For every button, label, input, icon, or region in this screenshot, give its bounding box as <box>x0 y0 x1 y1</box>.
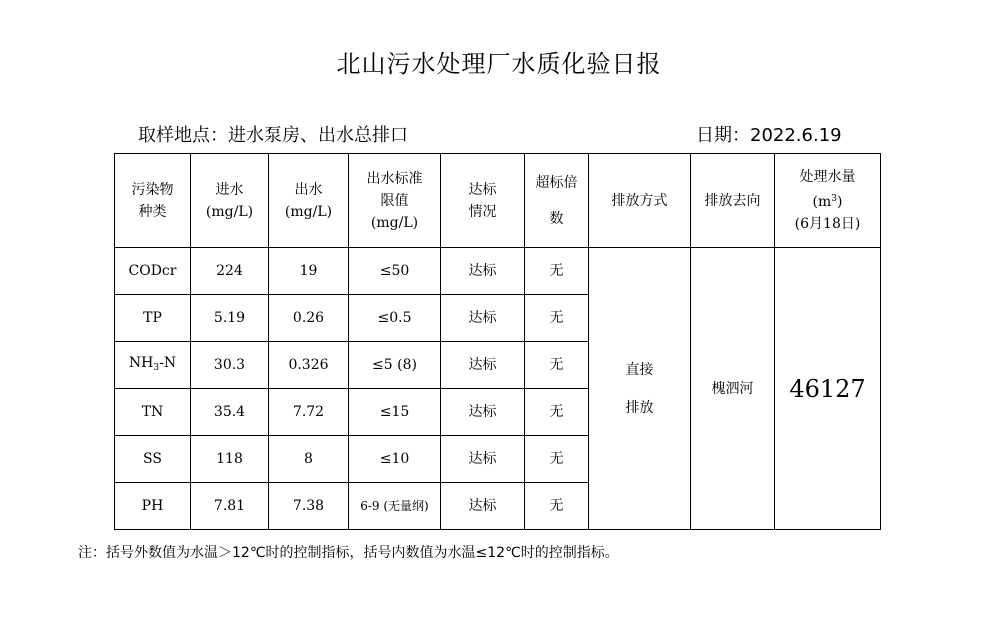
cell-exceed: 无 <box>525 248 589 295</box>
cell-limit: ≤10 <box>349 436 441 483</box>
cell-pollutant: CODcr <box>115 248 191 295</box>
cell-compliance: 达标 <box>441 389 525 436</box>
cell-inflow: 35.4 <box>191 389 269 436</box>
cell-discharge-direction: 槐泗河 <box>691 248 775 530</box>
cell-pollutant: $NH_3-N$ <box>115 342 191 389</box>
cell-limit: 6-9 (无量纲) <box>349 483 441 530</box>
header-exceed: 超标倍 数 <box>525 154 589 248</box>
cell-volume: 46127 <box>775 248 881 530</box>
cell-compliance: 达标 <box>441 342 525 389</box>
cell-limit: ≤0.5 <box>349 295 441 342</box>
header-volume: 处理水量 $(m^3)$ (6月18日) <box>775 154 881 248</box>
cell-exceed: 无 <box>525 295 589 342</box>
cell-inflow: 7.81 <box>191 483 269 530</box>
table-row <box>115 248 881 295</box>
header-discharge-method: 排放方式 <box>589 154 691 248</box>
cell-discharge-method: 直接 排放 <box>589 248 691 530</box>
cell-inflow: 5.19 <box>191 295 269 342</box>
cell-outflow: 0.326 <box>269 342 349 389</box>
cell-outflow: 0.26 <box>269 295 349 342</box>
cell-outflow: 8 <box>269 436 349 483</box>
cell-outflow: 7.38 <box>269 483 349 530</box>
table-header-row <box>115 154 881 248</box>
cell-outflow: 19 <box>269 248 349 295</box>
cell-inflow: 30.3 <box>191 342 269 389</box>
sampling-location: 取样地点：进水泵房、出水总排口 <box>138 125 408 146</box>
cell-pollutant: SS <box>115 436 191 483</box>
footnote: 注：括号外数值为水温＞12℃时的控制指标，括号内数值为水温≤12℃时的控制指标。 <box>78 545 619 561</box>
cell-compliance: 达标 <box>441 295 525 342</box>
report-date: 日期：2022.6.19 <box>696 125 842 146</box>
header-compliance: 达标 情况 <box>441 154 525 248</box>
cell-pollutant: TP <box>115 295 191 342</box>
header-discharge-direction: 排放去向 <box>691 154 775 248</box>
cell-inflow: 118 <box>191 436 269 483</box>
header-inflow: 进水 (mg/L) <box>191 154 269 248</box>
report-title: 北山污水处理厂水质化验日报 <box>336 50 662 78</box>
cell-outflow: 7.72 <box>269 389 349 436</box>
cell-exceed: 无 <box>525 342 589 389</box>
cell-inflow: 224 <box>191 248 269 295</box>
cell-pollutant: PH <box>115 483 191 530</box>
header-limit: 出水标准 限值 (mg/L) <box>349 154 441 248</box>
water-quality-table <box>114 153 881 530</box>
cell-compliance: 达标 <box>441 248 525 295</box>
cell-limit: ≤5 (8) <box>349 342 441 389</box>
header-pollutant: 污染物 种类 <box>115 154 191 248</box>
cell-exceed: 无 <box>525 389 589 436</box>
cell-exceed: 无 <box>525 483 589 530</box>
cell-limit: ≤15 <box>349 389 441 436</box>
cell-compliance: 达标 <box>441 483 525 530</box>
header-outflow: 出水 (mg/L) <box>269 154 349 248</box>
cell-exceed: 无 <box>525 436 589 483</box>
cell-limit: ≤50 <box>349 248 441 295</box>
cell-pollutant: TN <box>115 389 191 436</box>
cell-compliance: 达标 <box>441 436 525 483</box>
